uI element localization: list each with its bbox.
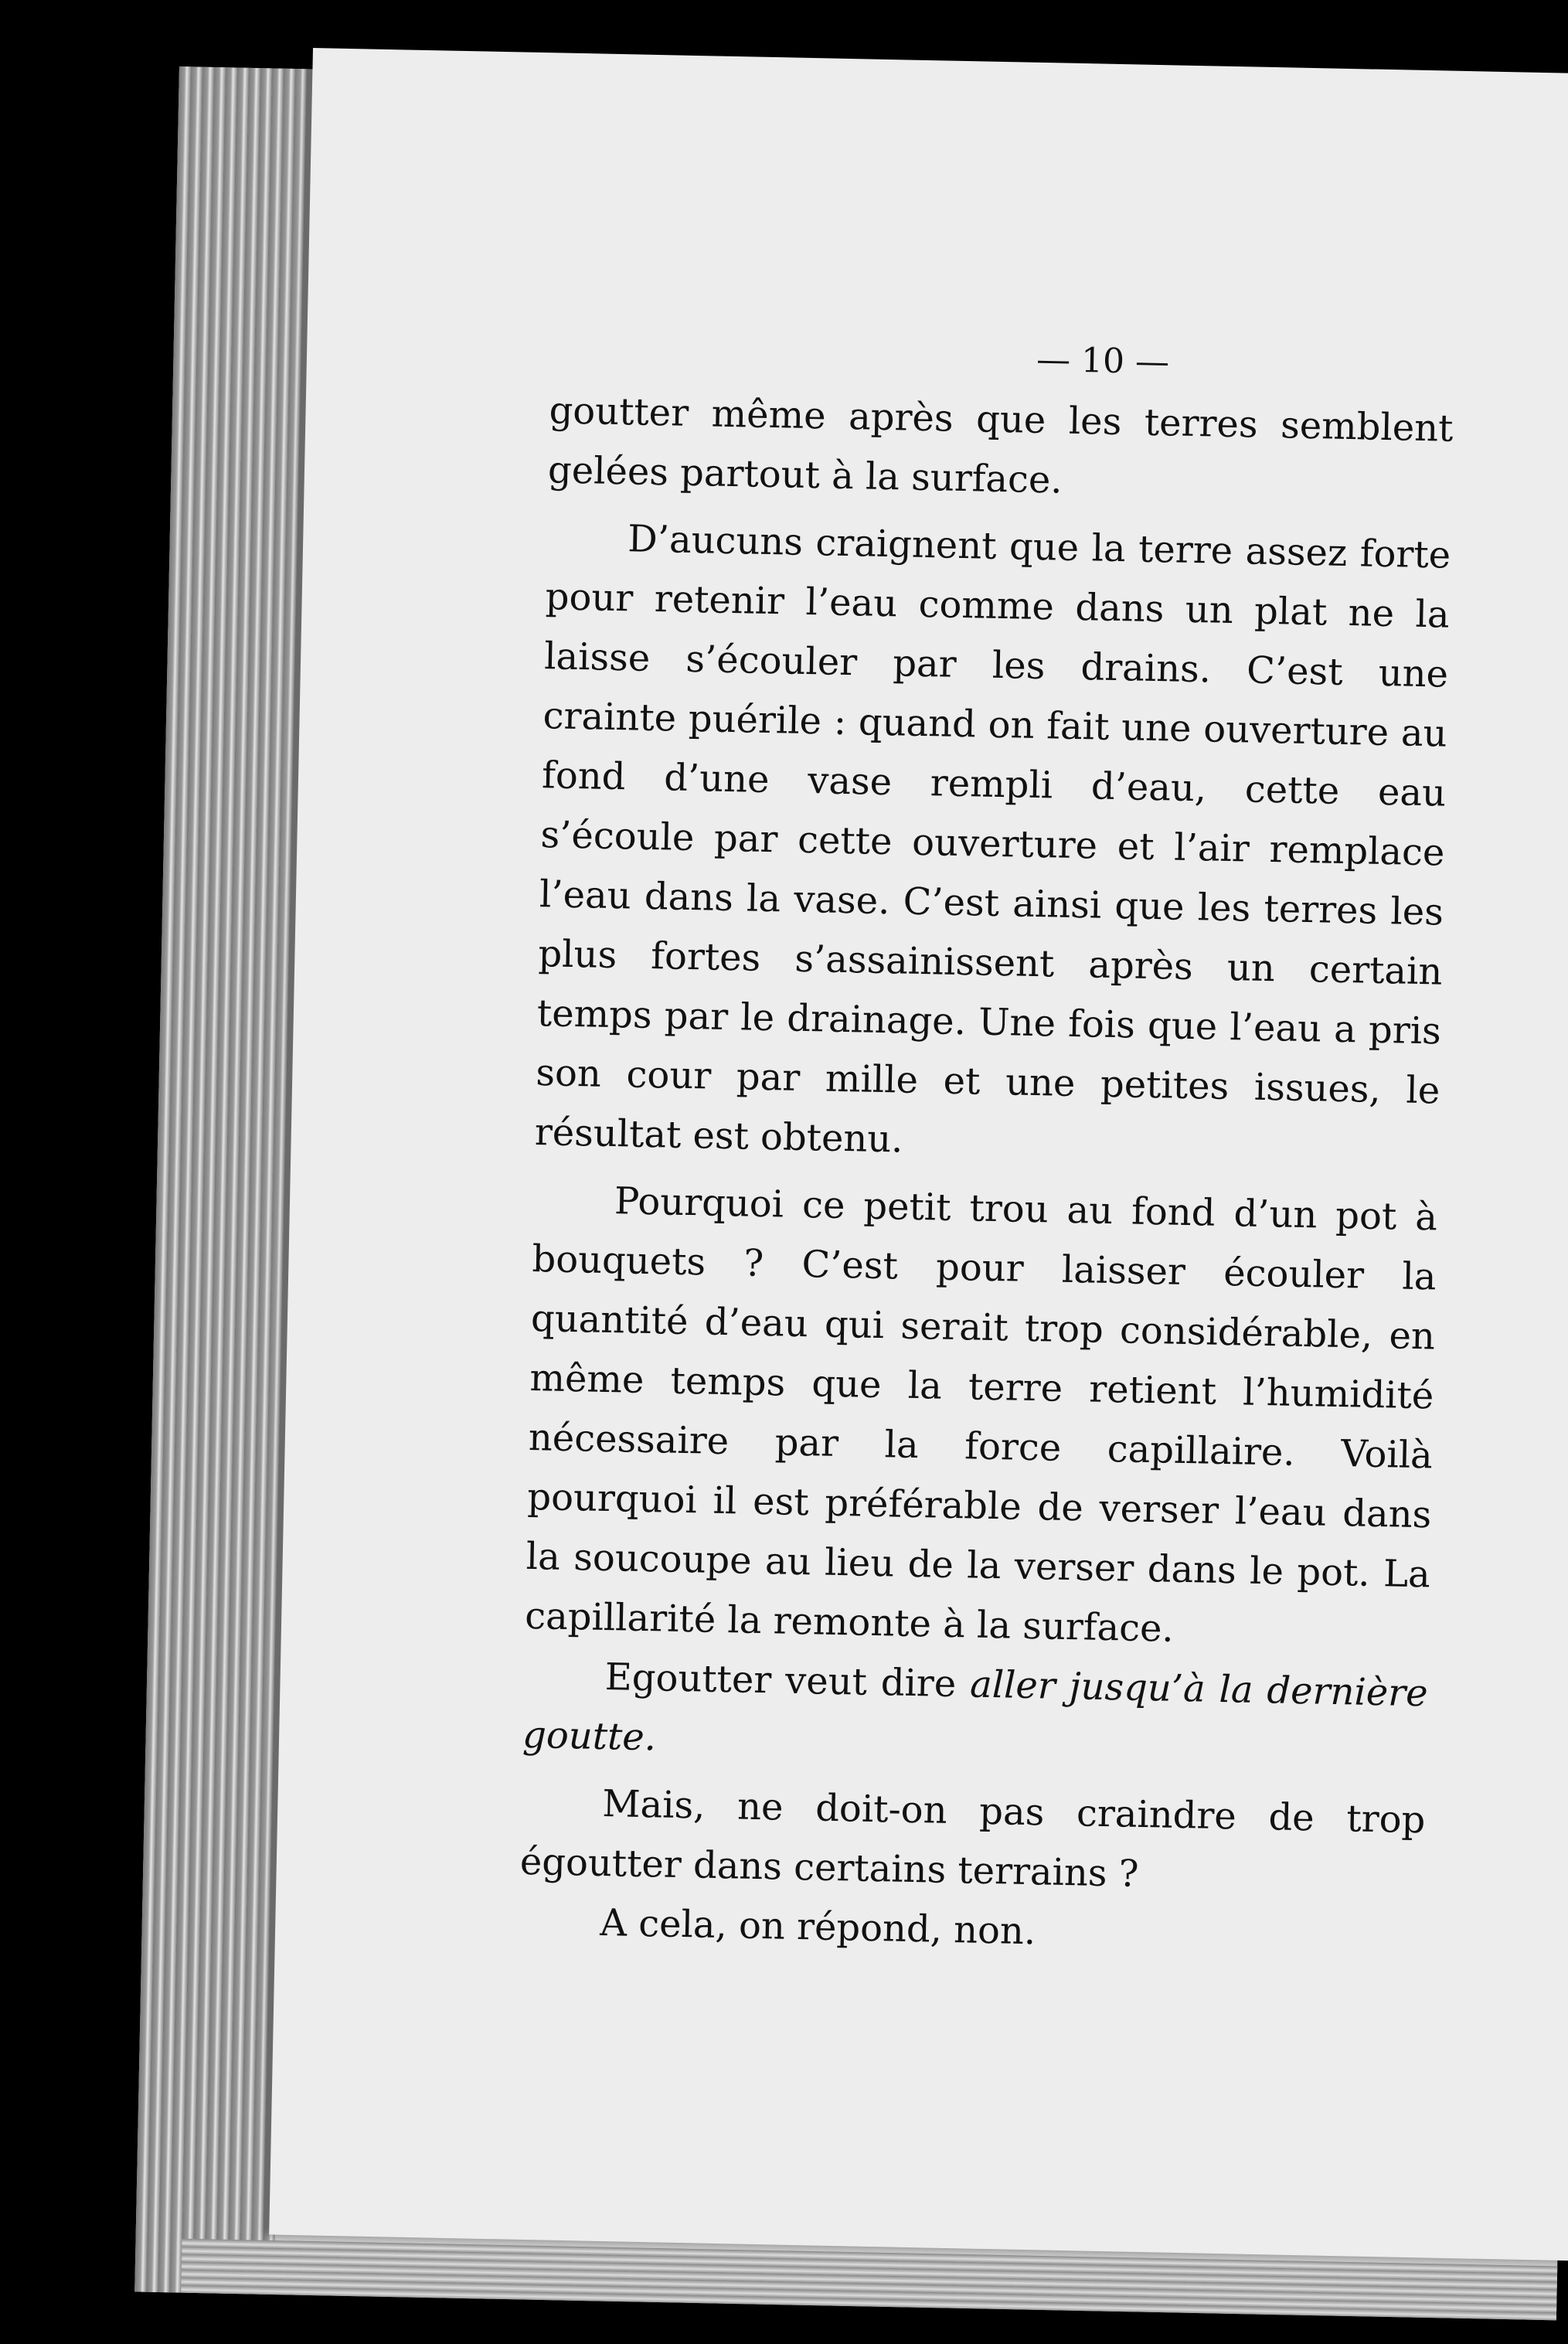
paragraph-1: goutter même après que les terres semblent gelées partout à la surface.	[547, 389, 1454, 502]
book-page	[269, 48, 1568, 2261]
paragraph-4-italic: aller jusqu’à la dernière goutte.	[522, 1662, 1429, 1760]
paragraph-2: D’aucuns craignent que la terre assez forte pour retenir l’eau comme dans un plat ne la laisse s’écouler par les drains. C’est une crainte puérile : quand on fait une ouverture au fond d’une vase rempli d’eau, cette eau s’écoule par cette ouverture et l’air remplace l’eau dans la vase. C’est ainsi que les terres les plus fortes s’assainissent après un certain temps par le drainage. Une fois que l’eau a pris son cour par mille et une petites issues, le résultat est obtenu.	[534, 517, 1451, 1162]
paragraph-6: A cela, on répond, non.	[599, 1900, 1036, 1954]
page-text-block	[519, 319, 1455, 1969]
paragraph-3: Pourquoi ce petit trou au fond d’un pot à bouquets ? C’est pour laisser écouler la quantité d’eau qui serait trop considérable, en même temps que la terre retient l’humidité nécessaire par la force capillaire. Voilà pourquoi il est préférable de verser l’eau dans la soucoupe au lieu de la verser dans le pot. La capillarité la remonte à la surface.	[524, 1179, 1438, 1651]
paragraph-5: Mais, ne doit-on pas craindre de trop égoutter dans certains terrains ?	[519, 1781, 1426, 1896]
paragraph-4	[522, 1646, 1428, 1783]
paragraph-4-text: Egoutter veut dire	[604, 1655, 971, 1706]
page-number: — 10 —	[1036, 339, 1170, 383]
